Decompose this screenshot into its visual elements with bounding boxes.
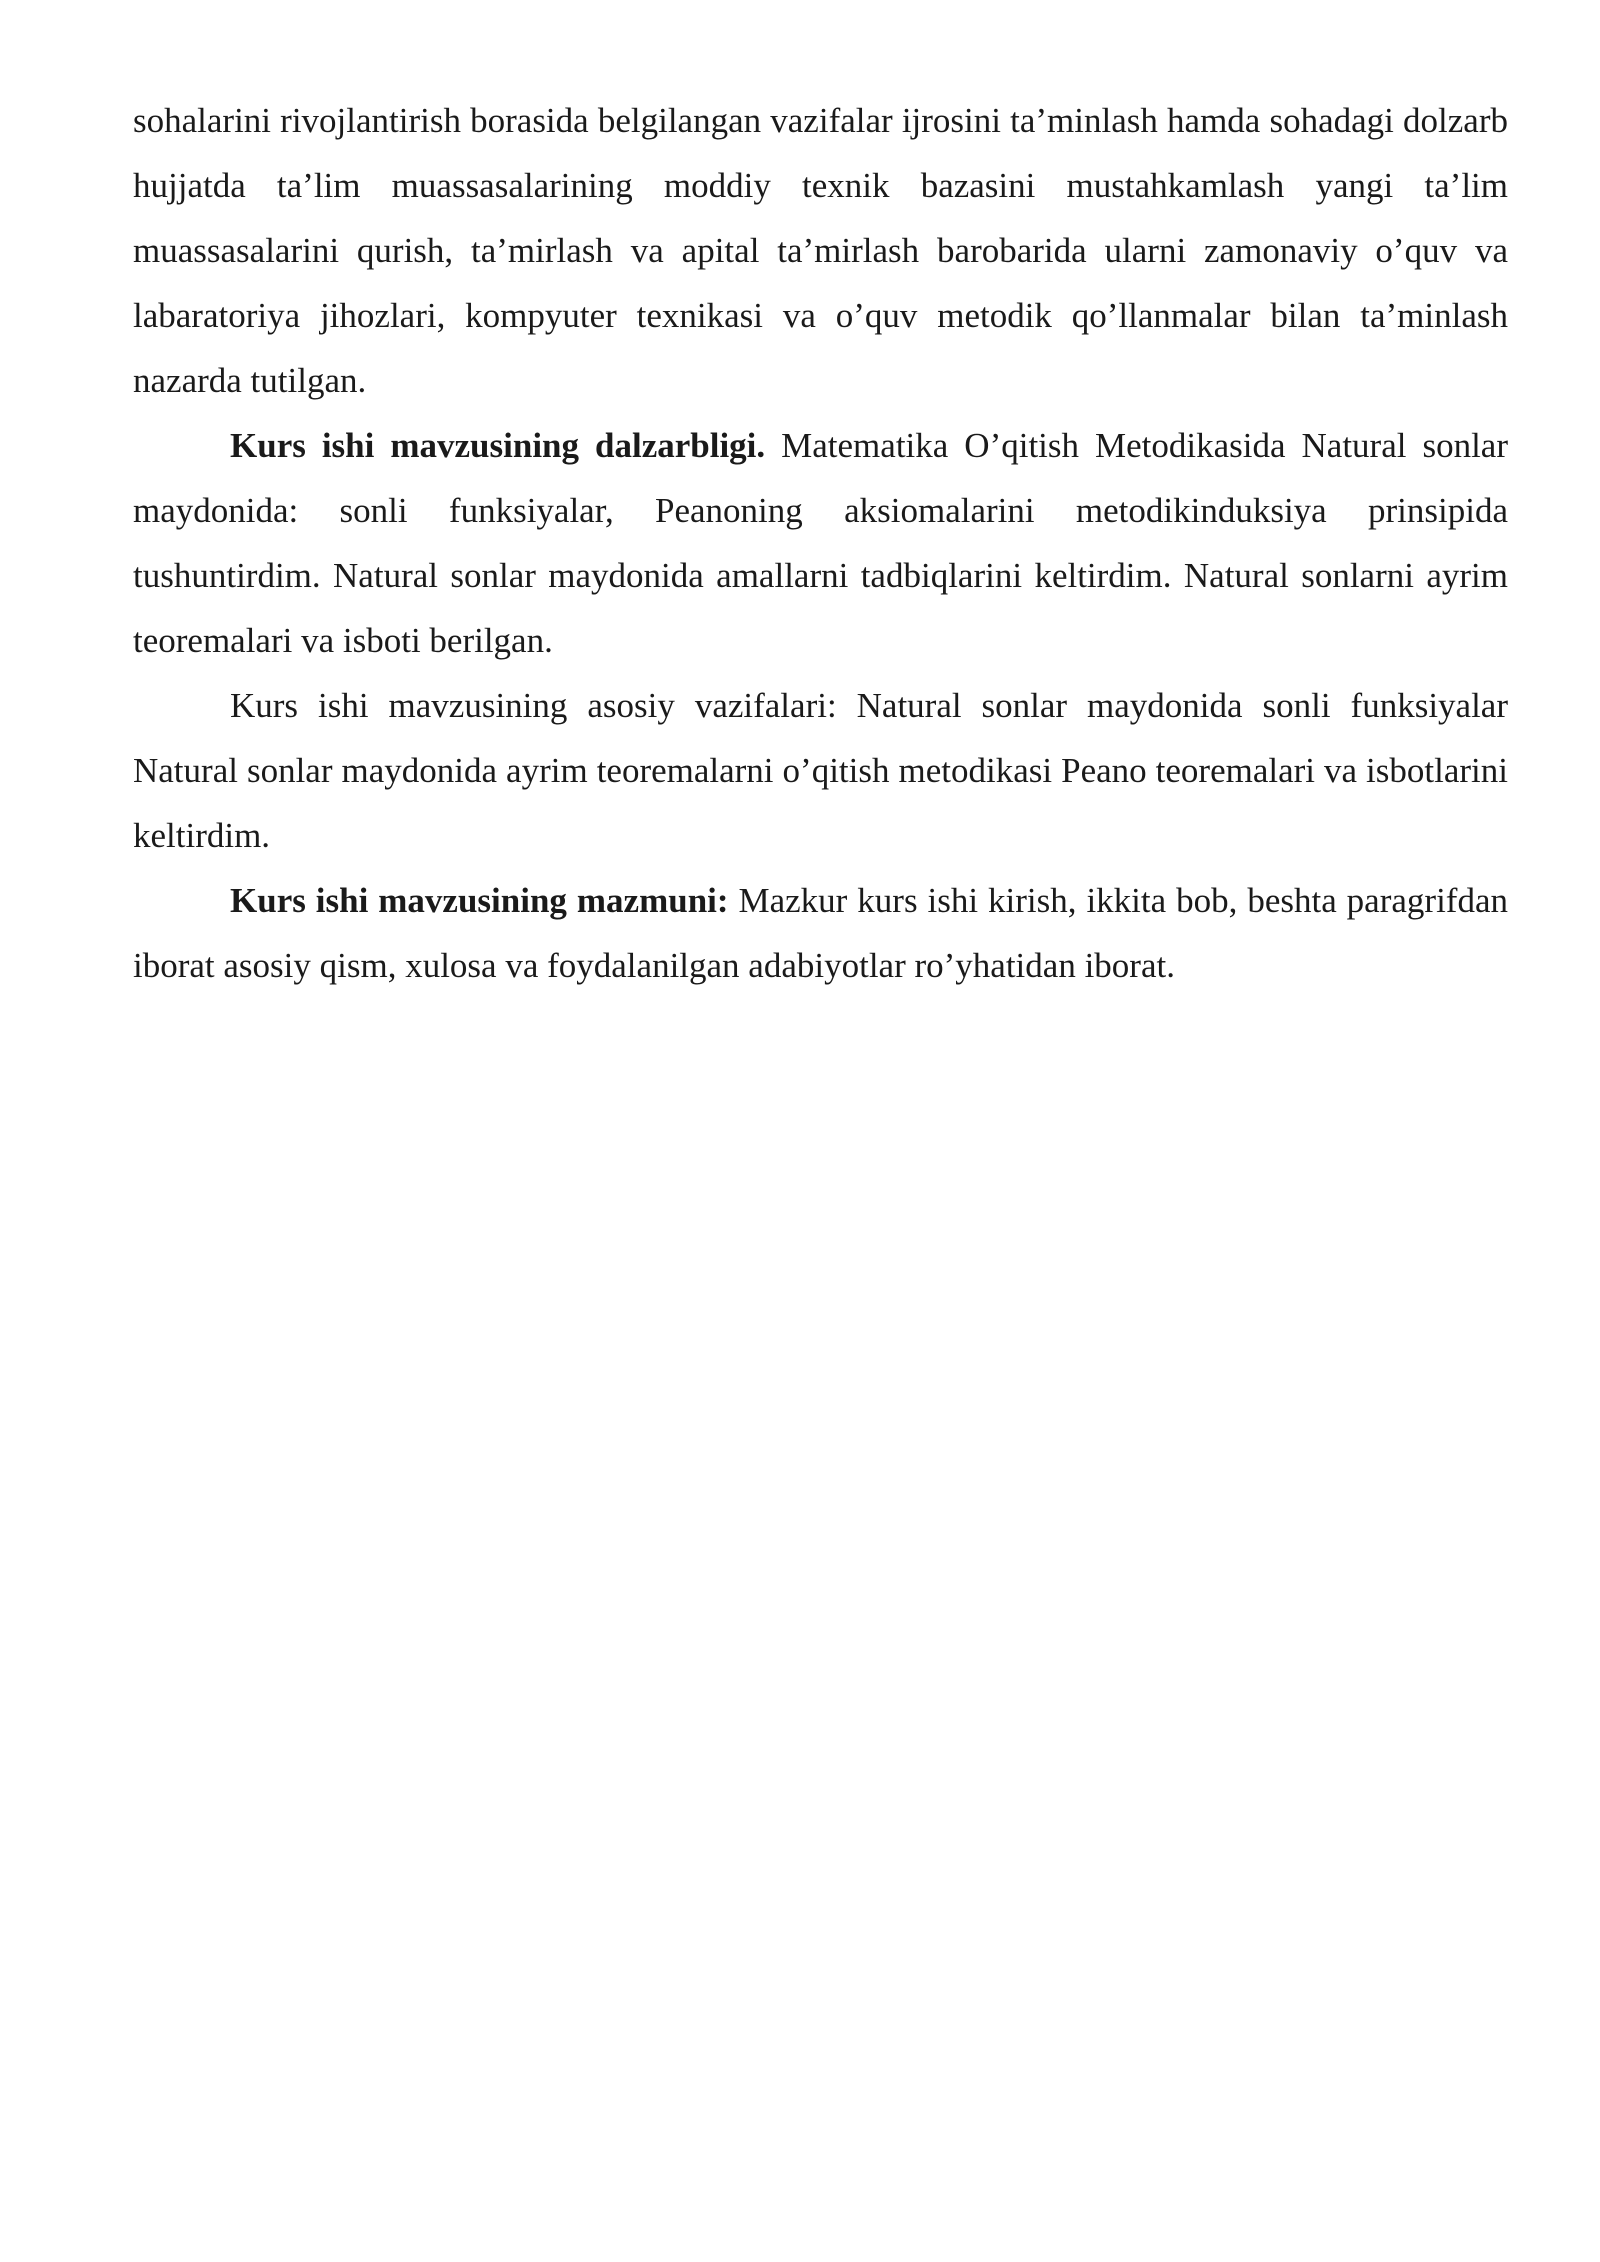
paragraph-relevance bbox=[133, 413, 1508, 673]
paragraph-text: Kurs ishi mavzusining asosiy vazifalari: Natural sonlar maydonida sonli funksiyalar Natural sonlar maydonida ayrim teoremalarni o’qitish metodikasi Peano teoremalari va isbotlarini keltirdim. bbox=[133, 686, 1508, 855]
paragraph-heading: Kurs ishi mavzusining mazmuni: bbox=[230, 881, 729, 920]
document-page bbox=[133, 88, 1508, 998]
paragraph-tasks bbox=[133, 673, 1508, 868]
paragraph-text: sohalarini rivojlantirish borasida belgilangan vazifalar ijrosini ta’minlash hamda sohadagi dolzarb hujjatda ta’lim muassasalarining moddiy texnik bazasini mustahkamlash yangi ta’lim muassasalarini qurish, ta’mirlash va apital ta’mirlash barobarida ularni zamonaviy o’quv va labaratoriya jihozlari, kompyuter texnikasi va o’quv metodik qo’llanmalar bilan ta’minlash nazarda tutilgan. bbox=[133, 101, 1508, 400]
paragraph-content bbox=[133, 868, 1508, 998]
paragraph-text: Mazkur kurs ishi kirish, ikkita bob, beshta paragrifdan iborat asosiy qism, xulosa va foydalanilgan adabiyotlar ro’yhatidan iborat. bbox=[133, 881, 1508, 985]
paragraph-text: Matematika O’qitish Metodikasida Natural sonlar maydonida: sonli funksiyalar, Peanoning aksiomalarini metodikinduksiya prinsipida tushuntirdim. Natural sonlar maydonida amallarni tadbiqlarini keltirdim. Natural sonlarni ayrim teoremalari va isboti berilgan. bbox=[133, 426, 1508, 660]
paragraph-continuation bbox=[133, 88, 1508, 413]
paragraph-heading: Kurs ishi mavzusining dalzarbligi. bbox=[230, 426, 766, 465]
